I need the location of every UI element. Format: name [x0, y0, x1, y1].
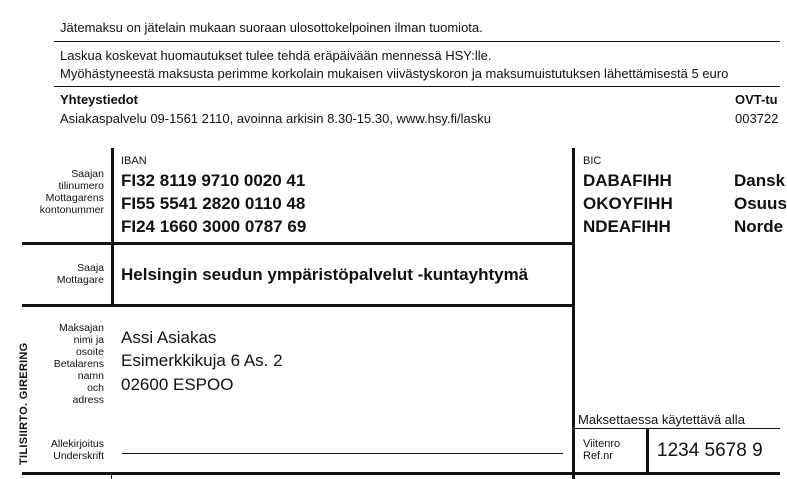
contact-heading: Yhteystiedot: [60, 92, 139, 107]
form-line: [22, 242, 575, 245]
notes-line-1: Laskua koskevat huomautukset tulee tehdä eräpäivään mennessä HSY:lle.: [60, 48, 492, 63]
form-line: [22, 472, 780, 475]
ovt-value: 003722: [735, 111, 779, 126]
notes-line-2: Myöhästyneestä maksusta perimme korkolain mukaisen viivästyskoron ja maksumuistutuksen lähettämisestä 5 euro: [60, 66, 729, 81]
jatemaksu-notice: Jätemaksu on jätelain mukaan suoraan ulosottokelpoinen ilman tuomiota.: [60, 20, 483, 35]
iban-value: FI24 1660 3000 0787 69: [121, 217, 307, 236]
reference-line: [574, 428, 780, 429]
account-label: Saajan tilinumero Mottagarens kontonummer: [39, 168, 104, 216]
bank-name: Osuus: [734, 194, 787, 213]
payer-name: Assi Asiakas: [121, 328, 217, 347]
bank-name: Dansk: [734, 171, 786, 190]
signature-line: [122, 453, 563, 454]
label-column-border: [111, 242, 114, 305]
iban-value: FI55 5541 2820 0110 48: [121, 194, 306, 213]
contact-text: Asiakaspalvelu 09-1561 2110, avoinna arkisin 8.30-15.30, www.hsy.fi/lasku: [60, 111, 491, 126]
divider: [54, 41, 780, 42]
reference-label: Viitenro Ref.nr: [583, 438, 621, 462]
payer-label: Maksajan nimi ja osoite Betalarens namn och adress: [53, 322, 104, 406]
iban-caption: IBAN: [121, 155, 147, 167]
reference-column-border: [572, 148, 575, 479]
form-line: [22, 304, 575, 307]
reference-hint: Maksettaessa käytettävä alla: [578, 412, 745, 427]
bic-caption: BIC: [583, 155, 602, 167]
label-column-border: [111, 148, 114, 243]
bic-value: DABAFIHH: [583, 171, 672, 190]
iban-value: FI32 8119 9710 0020 41: [121, 171, 306, 190]
payer-street: Esimerkkikuja 6 As. 2: [121, 351, 283, 370]
reference-divider: [646, 428, 649, 474]
recipient-label: Saaja Mottagare: [56, 262, 104, 286]
payer-city: 02600 ESPOO: [121, 375, 234, 394]
giro-side-label: TILISIIRTO. GIRERING: [18, 342, 30, 465]
reference-number: 1234 5678 9: [657, 440, 763, 461]
ovt-heading: OVT-tu: [735, 92, 778, 107]
label-column-border: [111, 472, 112, 479]
bic-value: NDEAFIHH: [583, 217, 671, 236]
bank-name: Norde: [734, 217, 784, 236]
signature-label: Allekirjoitus Underskrift: [50, 438, 104, 462]
recipient-name: Helsingin seudun ympäristöpalvelut -kuntayhtymä: [121, 265, 529, 284]
divider: [54, 86, 780, 87]
bic-value: OKOYFIHH: [583, 194, 673, 213]
